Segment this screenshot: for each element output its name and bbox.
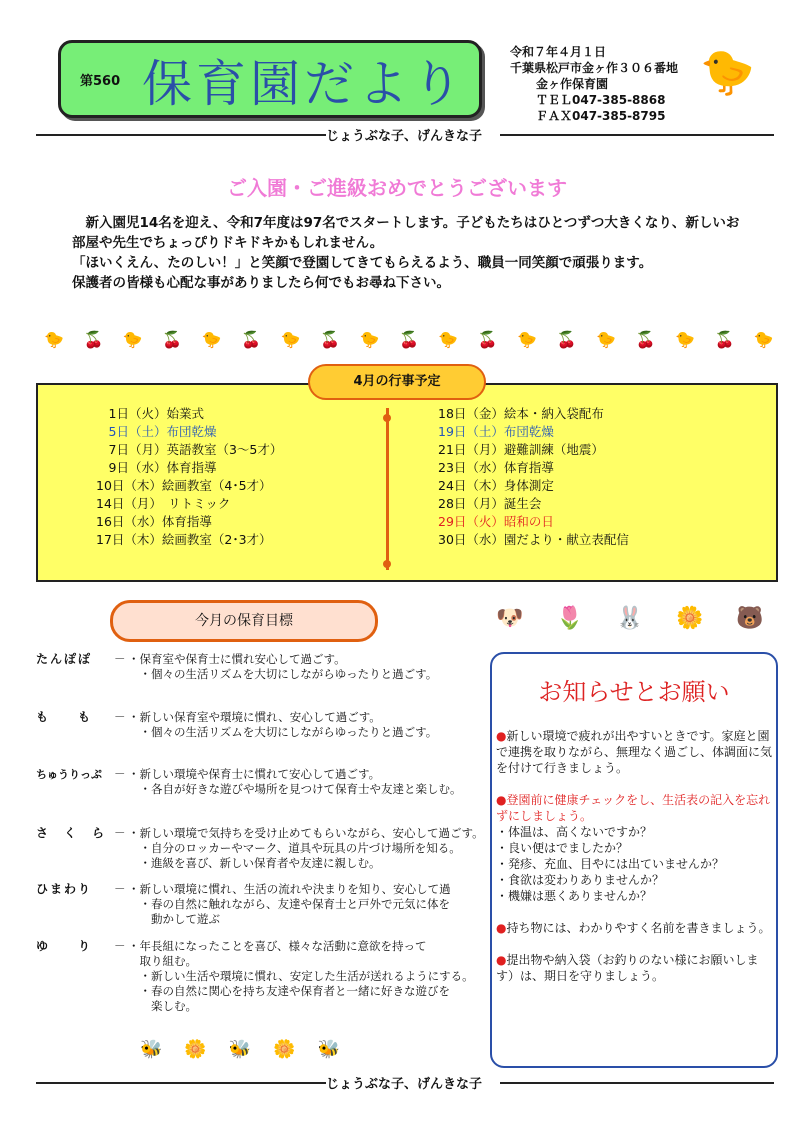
bee-icon: 🐝 bbox=[317, 1038, 340, 1060]
event-row: 28日（月）誕生会 bbox=[438, 496, 542, 511]
cherry-icon: 🍒 bbox=[398, 329, 419, 349]
chick-icon: 🐤 bbox=[44, 329, 64, 349]
goal-line: ・年長組になったことを喜び、様々な活動に意欲を持って bbox=[128, 939, 427, 953]
goal-line: ・個々の生活リズムを大切にしながらゆったりと過ごす。 bbox=[128, 667, 438, 681]
notice-body bbox=[496, 728, 776, 1000]
goal-line: ・新しい環境に慣れ、生活の流れや決まりを知り、安心して過 bbox=[128, 882, 451, 896]
events-left-list bbox=[96, 405, 282, 549]
cherry-icon: 🍒 bbox=[162, 329, 183, 349]
events-title: 4月の行事予定 bbox=[308, 364, 486, 400]
event-row: 29日（火）昭和の日 bbox=[438, 514, 554, 529]
chick-icon: 🐤 bbox=[596, 329, 617, 349]
notice-item bbox=[496, 952, 776, 984]
cherry-icon: 🍒 bbox=[83, 329, 104, 349]
cherry-icon: 🍒 bbox=[477, 329, 498, 349]
flower-icon: 🌼 bbox=[676, 605, 704, 631]
goal-line: ・新しい生活や環境に慣れ、安定した生活が送れるようにする。 bbox=[128, 969, 474, 983]
event-row: 9日（水）体育指導 bbox=[96, 460, 217, 475]
notice-item bbox=[496, 792, 776, 824]
goal-dash: － bbox=[114, 652, 126, 666]
check-item: ・発疹、充血、目やには出ていませんか？ bbox=[496, 857, 725, 871]
bullet-icon: ● bbox=[496, 793, 507, 807]
cherry-icon: 🍒 bbox=[320, 329, 340, 349]
page-title: 保育園だより bbox=[142, 55, 466, 113]
class-name: も も bbox=[36, 710, 93, 724]
motto-top: じょうぶな子、げんきな子 bbox=[326, 129, 483, 144]
cherry-icon: 🍒 bbox=[635, 329, 656, 349]
check-list bbox=[496, 824, 776, 904]
class-name: ちゅうりっぷ bbox=[36, 768, 102, 781]
intro-line: 「ほいくえん、たのしい！」と笑顔で登園してきてもらえるよう、職員一同笑顔で頑張ります。 bbox=[72, 255, 653, 271]
event-row: 30日（水）園だより・献立表配信 bbox=[438, 532, 629, 547]
cherry-icon: 🍒 bbox=[556, 329, 577, 349]
check-item: ・機嫌は悪くありませんか？ bbox=[496, 889, 653, 903]
goal-line: ・新しい保育室や環境に慣れ、安心して過ごす。 bbox=[128, 710, 381, 724]
cherry-icon: 🍒 bbox=[241, 329, 262, 349]
class-name: たんぽぽ bbox=[36, 652, 93, 666]
top-rule-right bbox=[500, 134, 774, 136]
org-fax: ＦＡＸ047-385-8795 bbox=[536, 109, 666, 123]
check-item: ・良い便はでましたか？ bbox=[496, 841, 629, 855]
chick-icon: 🐤 bbox=[438, 329, 459, 349]
event-row: 17日（木）絵画教室（2･3才） bbox=[96, 532, 272, 547]
class-name: ゆ り bbox=[36, 939, 93, 953]
org-address: 千葉県松戸市金ヶ作３０６番地 bbox=[510, 61, 679, 75]
greeting-heading: ご入園・ご進級おめでとうございます bbox=[227, 176, 567, 200]
flower-icon: 🌷 bbox=[556, 605, 584, 631]
issue-date: 令和７年４月１日 bbox=[510, 45, 607, 59]
bee-flower-illustration bbox=[140, 1034, 340, 1064]
intro-line: 保護者の皆様も心配な事がありましたら何でもお尋ね下さい。 bbox=[72, 275, 450, 291]
goal-dash: － bbox=[114, 710, 126, 724]
goal-line: ・個々の生活リズムを大切にしながらゆったりと過ごす。 bbox=[128, 725, 438, 739]
event-row: 10日（木）絵画教室（4･5才） bbox=[96, 478, 272, 493]
chick-icon: 🐤 bbox=[359, 329, 380, 349]
bullet-icon: ● bbox=[496, 729, 507, 743]
event-row: 5日（土）布団乾燥 bbox=[96, 424, 217, 439]
notice-title: お知らせとお願い bbox=[538, 678, 730, 706]
event-row: 16日（水）体育指導 bbox=[96, 514, 212, 529]
event-row: 19日（土）布団乾燥 bbox=[438, 424, 554, 439]
bunny-icon: 🐰 bbox=[616, 605, 644, 631]
notice-text: 登園前に健康チェックをし、生活表の記入を忘れずにしましょう。 bbox=[496, 793, 771, 823]
goal-line: 取り組む。 bbox=[128, 954, 197, 968]
goal-dash: － bbox=[114, 882, 126, 896]
event-row: 14日（月） リトミック bbox=[96, 496, 231, 511]
class-name: さ く ら bbox=[36, 826, 107, 840]
goal-line: 動かして遊ぶ bbox=[128, 912, 220, 926]
goal-dash: － bbox=[114, 939, 126, 953]
check-item: ・食欲は変わりありませんか？ bbox=[496, 873, 665, 887]
events-divider bbox=[386, 408, 389, 570]
notice-text: 持ち物には、わかりやすく名前を書きましょう。 bbox=[506, 921, 771, 935]
chick-icon: 🐤 bbox=[753, 329, 774, 349]
chick-icon: 🐤 bbox=[517, 329, 538, 349]
divider-dot bbox=[383, 560, 391, 568]
goal-dash: － bbox=[114, 767, 126, 781]
event-row: 7日（月）英語教室（3～5才） bbox=[96, 442, 283, 457]
chick-icon: 🐤 bbox=[201, 329, 222, 349]
notice-text: 新しい環境で疲れが出やすいときです。家庭と園で連携を取りながら、無理なく過ごし、体調面に気を付けて行きましょう。 bbox=[496, 729, 773, 775]
cherry-icon: 🍒 bbox=[714, 329, 735, 349]
bullet-icon: ● bbox=[496, 953, 507, 967]
notice-text: 提出物や納入袋（お釣りのない様にお願いします）は、期日を守りましょう。 bbox=[496, 953, 759, 983]
class-name: ひまわり bbox=[36, 882, 93, 896]
chick-border bbox=[44, 322, 774, 356]
chick-icon: 🐤 bbox=[675, 329, 695, 349]
check-item: ・体温は、高くないですか？ bbox=[496, 825, 653, 839]
intro-text bbox=[72, 213, 772, 293]
event-row: 21日（月）避難訓練（地震） bbox=[438, 442, 604, 457]
goal-line: ・新しい環境や保育士に慣れて安心して過ごす。 bbox=[128, 767, 381, 781]
event-row: 1日（火）始業式 bbox=[96, 406, 204, 421]
chick-icon: 🐤 bbox=[122, 329, 143, 349]
mascot-icon: 🐤 bbox=[700, 47, 755, 98]
goal-line: ・春の自然に関心を持ち友達や保育者と一緒に好きな遊びを bbox=[128, 984, 450, 998]
goal-line: ・進級を喜び、新しい保育者や友達に親しむ。 bbox=[128, 856, 381, 870]
goal-line: 楽しむ。 bbox=[128, 999, 197, 1013]
puppy-icon: 🐶 bbox=[496, 605, 524, 631]
intro-line: 部屋や先生でちょっぴりドキドキかもしれません。 bbox=[72, 235, 384, 251]
bee-icon: 🐝 bbox=[228, 1038, 252, 1060]
notice-item bbox=[496, 728, 776, 776]
event-row: 24日（木）身体測定 bbox=[438, 478, 554, 493]
events-right-list bbox=[438, 405, 629, 549]
goal-line: ・各自が好きな遊びや場所を見つけて保育士や友達と楽しむ。 bbox=[128, 782, 462, 796]
bullet-icon: ● bbox=[496, 921, 507, 935]
issue-number: 第560 bbox=[80, 74, 121, 89]
header-info bbox=[510, 44, 678, 124]
intro-line: 新入園児14名を迎え、令和7年度は97名でスタートします。子どもたちはひとつずつ大きくなり、新しいお bbox=[72, 215, 740, 231]
bee-icon: 🐝 bbox=[140, 1038, 163, 1060]
bottom-rule-left bbox=[36, 1082, 326, 1084]
animal-illustration bbox=[480, 596, 780, 640]
goal-line: ・自分のロッカーやマーク、道具や玩具の片づけ場所を知る。 bbox=[128, 841, 461, 855]
chick-icon: 🐤 bbox=[280, 329, 301, 349]
divider-dot bbox=[383, 414, 391, 422]
goals-title: 今月の保育目標 bbox=[110, 600, 378, 642]
flower-icon: 🌼 bbox=[184, 1038, 207, 1060]
goal-line: ・保育室や保育士に慣れ安心して過ごす。 bbox=[128, 652, 346, 666]
goal-line: ・春の自然に触れながら、友達や保育士と戸外で元気に体を bbox=[128, 897, 450, 911]
motto-bottom: じょうぶな子、げんきな子 bbox=[326, 1077, 483, 1092]
org-tel: ＴＥＬ047-385-8868 bbox=[536, 93, 666, 107]
org-name: 金ヶ作保育園 bbox=[536, 77, 609, 91]
goal-line: ・新しい環境で気持ちを受け止めてもらいながら、安心して過ごす。 bbox=[128, 826, 484, 840]
top-rule-left bbox=[36, 134, 326, 136]
event-row: 23日（水）体育指導 bbox=[438, 460, 554, 475]
notice-item bbox=[496, 920, 776, 936]
bottom-rule-right bbox=[500, 1082, 774, 1084]
event-row: 18日（金）絵本・納入袋配布 bbox=[438, 406, 604, 421]
flower-icon: 🌼 bbox=[273, 1038, 296, 1060]
bear-icon: 🐻 bbox=[736, 605, 764, 631]
goal-dash: － bbox=[114, 826, 126, 840]
